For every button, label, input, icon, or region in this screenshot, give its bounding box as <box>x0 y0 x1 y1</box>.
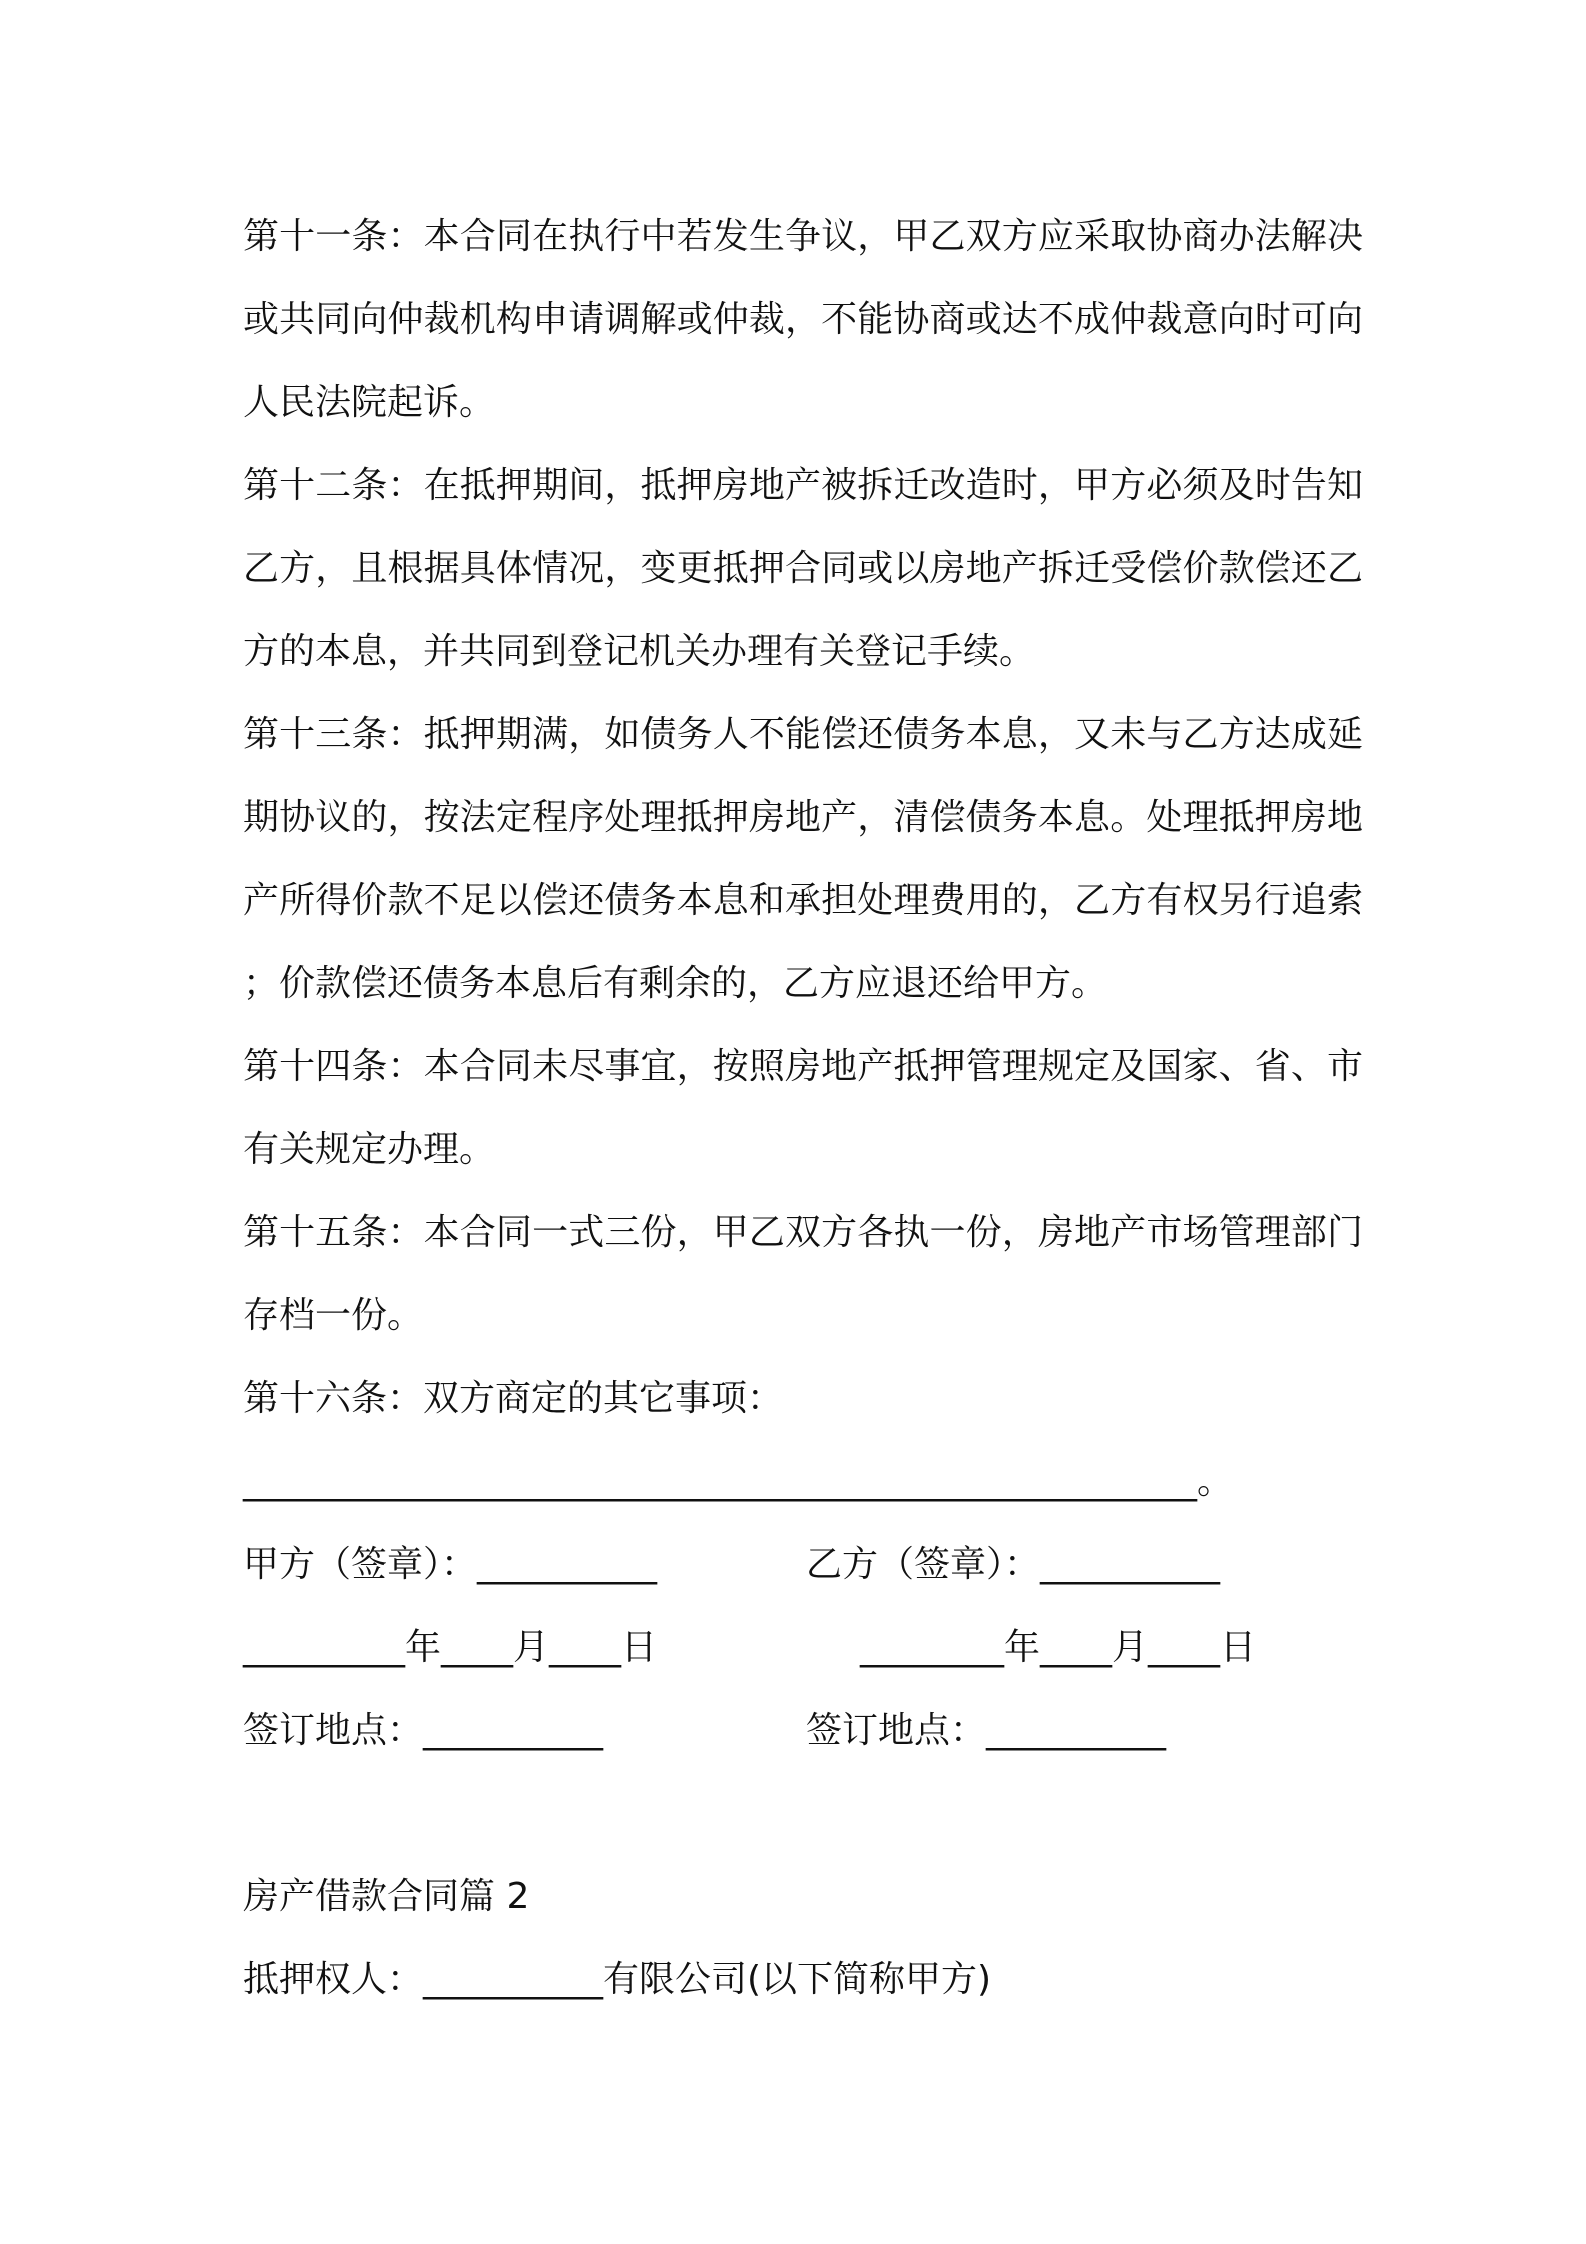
document-body <box>243 195 1363 2021</box>
clause-11: 第十一条：本合同在执行中若发生争议，甲乙双方应采取协商办法解决或共同向仲裁机构申请调解或仲裁，不能协商或达不成仲裁意向时可向人民法院起诉。 <box>243 216 1363 423</box>
clause-15: 第十五条：本合同一式三份，甲乙双方各执一份，房地产市场管理部门存档一份。 <box>243 1212 1363 1336</box>
place-row <box>243 1689 1363 1772</box>
date-row <box>243 1606 1363 1689</box>
party-a-signature: 甲方（签章）：__________ <box>243 1544 658 1585</box>
party-a-date: _________年____月____日 <box>243 1627 657 1668</box>
clause-13: 第十三条：抵押期满，如债务人不能偿还债务本息，又未与乙方达成延期协议的，按法定程序处理抵押房地产，清偿债务本息。处理抵押房地产所得价款不足以偿还债务本息和承担处理费用的，乙方有权另行追索；价款偿还债务本息后有剩余的，乙方应退还给甲方。 <box>243 714 1363 1004</box>
party-b-place: 签订地点：__________ <box>806 1710 1167 1751</box>
party-b-signature: 乙方（签章）：__________ <box>806 1544 1221 1585</box>
clause-16: 第十六条：双方商定的其它事项： <box>243 1378 784 1419</box>
party-a-place: 签订地点：__________ <box>243 1710 604 1751</box>
section-title: 房产借款合同篇 2 <box>243 1876 530 1917</box>
mortgagee-line: 抵押权人：__________有限公司(以下简称甲方) <box>243 1959 992 2000</box>
party-b-date: ________年____月____日 <box>860 1627 1256 1668</box>
clause-14: 第十四条：本合同未尽事宜，按照房地产抵押管理规定及国家、省、市有关规定办理。 <box>243 1046 1363 1170</box>
signature-row <box>243 1523 1363 1606</box>
other-matters-blank: _____________________________________________________。 <box>243 1461 1233 1502</box>
clause-12: 第十二条：在抵押期间，抵押房地产被拆迁改造时，甲方必须及时告知乙方，且根据具体情况，变更抵押合同或以房地产拆迁受偿价款偿还乙方的本息，并共同到登记机关办理有关登记手续。 <box>243 465 1363 672</box>
section-spacer <box>243 1772 1363 1855</box>
